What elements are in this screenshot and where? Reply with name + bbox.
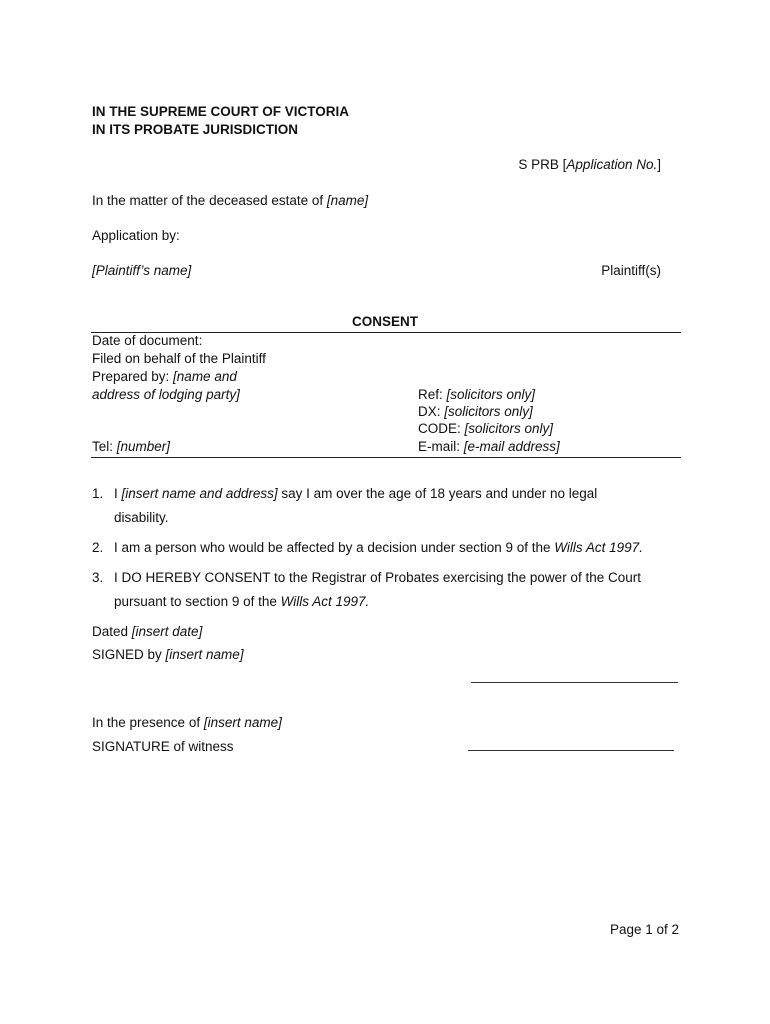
item-number: 1. [92, 486, 104, 501]
item-text: I DO HEREBY CONSENT to the Registrar of Probates exercising the power of the Court [114, 570, 641, 585]
item-number: 3. [92, 570, 104, 585]
ref-line: Ref: [solicitors only] [418, 387, 536, 402]
presence-line: In the presence of [insert name] [92, 715, 282, 730]
dated-line: Dated [insert date] [92, 624, 203, 639]
court-name: IN THE SUPREME COURT OF VICTORIA [92, 104, 350, 119]
court-jurisdiction: IN ITS PROBATE JURISDICTION [92, 122, 299, 137]
dx-line: DX: [solicitors only] [418, 404, 533, 419]
signature-line [471, 682, 678, 683]
document-title: CONSENT [351, 314, 418, 329]
signed-by-line: SIGNED by [insert name] [92, 647, 244, 662]
page-number: Page 1 of 2 [609, 922, 679, 937]
item-text: I am a person who would be affected by a decision under section 9 of the Wills Act 1997. [114, 540, 643, 555]
plaintiff-role: Plaintiff(s) [601, 263, 661, 278]
application-number: Application No. [566, 157, 658, 172]
plaintiff-name: [Plaintiff’s name] [92, 263, 192, 278]
item-number: 2. [92, 540, 104, 555]
item-text-continued: disability. [114, 510, 169, 525]
witness-signature-line [468, 750, 674, 751]
filed-on-behalf: Filed on behalf of the Plaintiff [92, 351, 266, 366]
deceased-name: [name] [326, 193, 369, 208]
witness-signature-label: SIGNATURE of witness [92, 739, 234, 754]
bottom-rule [91, 457, 681, 458]
tel-line: Tel: [number] [92, 439, 171, 454]
case-reference: S PRB [Application No.] [518, 157, 661, 172]
email-line: E-mail: [e-mail address] [418, 439, 560, 454]
application-by: Application by: [92, 228, 180, 243]
item-text-continued: pursuant to section 9 of the Wills Act 1997. [114, 594, 370, 609]
prepared-by-address: address of lodging party] [92, 387, 240, 402]
code-line: CODE: [solicitors only] [418, 421, 554, 436]
item-text: I [insert name and address] say I am over the age of 18 years and under no legal [114, 486, 598, 501]
date-of-document: Date of document: [92, 333, 203, 348]
prepared-by: Prepared by: [name and [92, 369, 237, 384]
matter-line: In the matter of the deceased estate of [name] [92, 193, 369, 208]
